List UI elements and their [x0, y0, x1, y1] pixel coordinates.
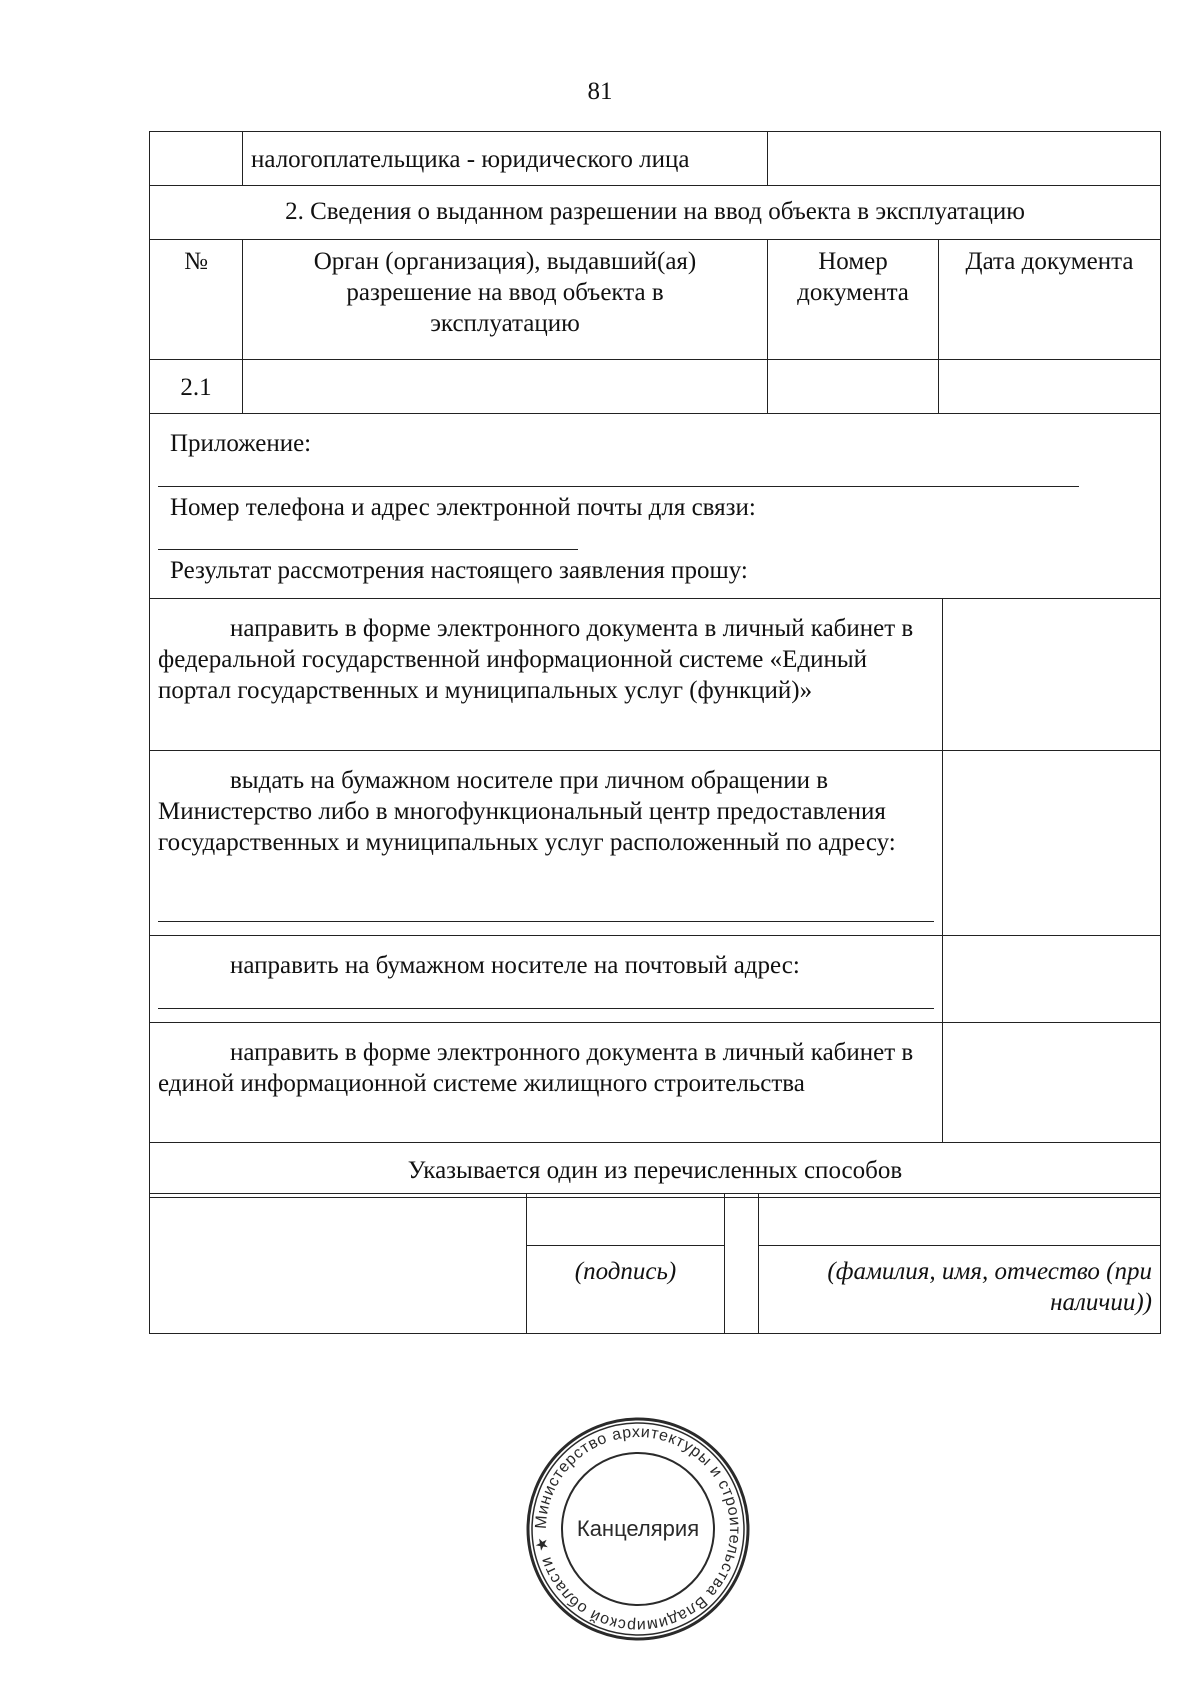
- choose-one-note: Указывается один из перечисленных способов: [150, 1143, 1161, 1198]
- note-row: [150, 1143, 1161, 1198]
- header-num: №: [150, 240, 243, 360]
- appendix-cell: [150, 414, 1161, 599]
- full-name-field[interactable]: [759, 1194, 1161, 1246]
- table-row: [150, 132, 1161, 186]
- signature-left-cell: [150, 1194, 527, 1334]
- header-doc-number: Номер документа: [768, 240, 939, 360]
- table-cell: [243, 360, 768, 414]
- appendix-blank-line: [158, 486, 1079, 487]
- option-in-person-cell: [150, 751, 943, 936]
- table-row: [150, 186, 1161, 240]
- appendix-row: [150, 414, 1161, 599]
- signature-field[interactable]: [527, 1194, 725, 1246]
- option-in-person: выдать на бумажном носителе при личном обращении в Министерство либо в многофункциональный центр предоставления государственных и муниципальных услуг расположенный по адресу:: [158, 767, 896, 856]
- table-cell: [725, 1194, 759, 1334]
- page-number: 81: [587, 78, 613, 105]
- table-header-row: [150, 240, 1161, 360]
- option-eisgs: направить в форме электронного документа в личный кабинет в единой информационной системе жилищного строительства: [150, 1023, 943, 1143]
- signature-caption: (подпись): [527, 1246, 725, 1334]
- option-post-cell: [150, 936, 943, 1023]
- signature-table: [149, 1193, 1161, 1334]
- option-post: направить на бумажном носителе на почтовый адрес:: [230, 952, 800, 979]
- option-in-person-checkbox-cell[interactable]: [943, 751, 1161, 936]
- table-row: [150, 1194, 1161, 1246]
- stamp-center-text: Канцелярия: [576, 1516, 700, 1541]
- address-blank-line: [158, 921, 934, 922]
- option-row: [150, 936, 1161, 1023]
- option-epgu-checkbox-cell[interactable]: [943, 599, 1161, 751]
- full-name-caption: (фамилия, имя, отчество (при наличии)): [759, 1246, 1161, 1334]
- section2-title: 2. Сведения о выданном разрешении на ввод объекта в эксплуатацию: [150, 186, 1161, 240]
- header-organ: Орган (организация), выдавший(ая) разрешение на ввод объекта в эксплуатацию: [243, 240, 768, 360]
- contact-blank-line: [158, 549, 578, 550]
- permit-info-table: [149, 131, 1161, 414]
- option-row: [150, 1023, 1161, 1143]
- option-row: [150, 599, 1161, 751]
- contact-label: Номер телефона и адрес электронной почты для связи:: [170, 494, 756, 521]
- table-cell: [768, 360, 939, 414]
- option-eisgs-checkbox-cell[interactable]: [943, 1023, 1161, 1143]
- option-post-checkbox-cell[interactable]: [943, 936, 1161, 1023]
- table-cell: [939, 360, 1161, 414]
- result-options-table: [149, 413, 1161, 1198]
- table-cell: [768, 132, 1161, 186]
- row-number: 2.1: [150, 360, 243, 414]
- appendix-label: Приложение:: [170, 430, 312, 457]
- result-label: Результат рассмотрения настоящего заявления прошу:: [170, 557, 748, 584]
- table-row: [150, 360, 1161, 414]
- option-row: [150, 751, 1161, 936]
- office-stamp: [523, 1414, 753, 1644]
- table-cell: [150, 132, 243, 186]
- header-doc-date: Дата документа: [939, 240, 1161, 360]
- postal-address-blank-line: [158, 1008, 934, 1009]
- taxpayer-legal-entity-cell: налогоплательщика - юридического лица: [243, 132, 768, 186]
- option-epgu: направить в форме электронного документа в личный кабинет в федеральной государственной информационной системе «Единый портал государственных и муниципальных услуг (функций)»: [150, 599, 943, 751]
- stamp-ring-text: Министерство архитектуры и строительства Владимирской области ★: [532, 1423, 744, 1635]
